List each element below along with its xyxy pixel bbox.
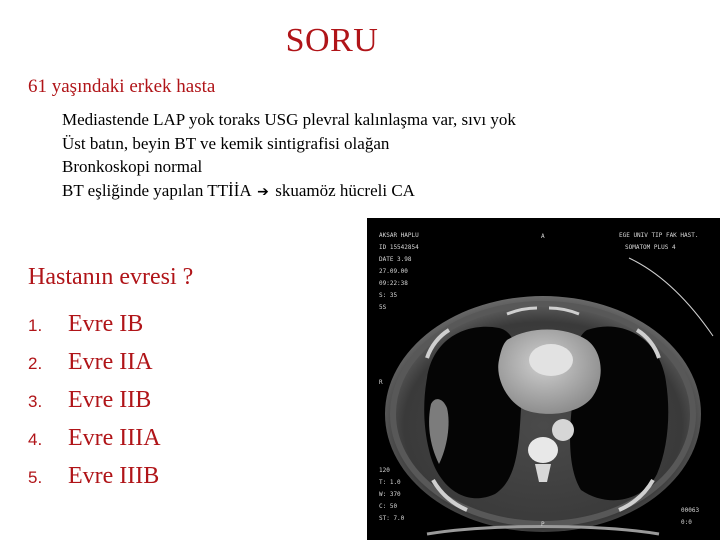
svg-text:C: 50: C: 50 — [379, 503, 398, 510]
ct-scan-image — [367, 218, 720, 540]
svg-text:09:22:38: 09:22:38 — [379, 280, 408, 287]
finding-biopsy-result: skuamöz hücreli CA — [270, 180, 415, 200]
svg-text:27.09.00: 27.09.00 — [379, 268, 408, 275]
option-label: Evre IIA — [68, 349, 153, 375]
right-arrow-icon: ➔ — [257, 183, 269, 200]
finding-imaging: Üst batın, beyin BT ve kemik sintigrafisi olağan — [62, 133, 390, 153]
answer-options — [28, 305, 161, 495]
svg-text:T: 1.0: T: 1.0 — [379, 479, 401, 486]
answer-option[interactable] — [28, 457, 161, 495]
option-number: 2. — [28, 354, 43, 373]
patient-summary: 61 yaşındaki erkek hasta — [28, 76, 216, 97]
ct-aorta — [552, 419, 574, 441]
svg-text:W: 370: W: 370 — [379, 491, 401, 498]
svg-text:120: 120 — [379, 467, 390, 474]
ct-orient-posterior: P — [541, 521, 545, 528]
ct-scan-drawing — [367, 218, 720, 540]
option-label: Evre IIB — [68, 387, 152, 413]
option-number: 4. — [28, 430, 43, 449]
ct-orient-anterior: A — [541, 233, 545, 240]
finding-biopsy-procedure: BT eşliğinde yapılan TTİİA — [62, 180, 251, 200]
finding-mediastinum: Mediastende LAP yok toraks USG plevral kalınlaşma var, sıvı yok — [62, 110, 516, 129]
option-label: Evre IIIA — [68, 425, 161, 451]
answer-option[interactable] — [28, 419, 161, 457]
svg-text:ST: 7.0: ST: 7.0 — [379, 515, 405, 522]
option-label: Evre IIIB — [68, 463, 160, 489]
findings-list — [62, 108, 516, 204]
finding-biopsy — [62, 179, 516, 205]
ct-footer-number: 00063 — [681, 507, 700, 514]
option-number: 3. — [28, 392, 43, 411]
ct-header-hospital: EGE UNIV TIP FAK HAST. — [619, 232, 699, 239]
svg-text:5S: 5S — [379, 304, 387, 311]
answer-option[interactable] — [28, 305, 161, 343]
svg-text:0:0: 0:0 — [681, 519, 692, 526]
ct-orient-right: R — [379, 379, 383, 386]
option-number: 1. — [28, 316, 43, 335]
svg-text:ID 15542854: ID 15542854 — [379, 244, 419, 251]
slide-title: SORU — [285, 22, 379, 59]
svg-text:DATE 3.98: DATE 3.98 — [379, 256, 412, 263]
answer-option[interactable] — [28, 343, 161, 381]
ct-vertebra — [528, 437, 558, 463]
finding-bronchoscopy: Bronkoskopi normal — [62, 157, 203, 176]
option-number: 5. — [28, 468, 43, 487]
svg-text:AKSAR HAPLU: AKSAR HAPLU — [379, 232, 419, 239]
option-label: Evre IB — [68, 311, 144, 337]
svg-text:S: 35: S: 35 — [379, 292, 398, 299]
ct-header-scanner: SOMATOM PLUS 4 — [625, 244, 676, 251]
question-text: Hastanın evresi ? — [28, 264, 194, 290]
answer-option[interactable] — [28, 381, 161, 419]
